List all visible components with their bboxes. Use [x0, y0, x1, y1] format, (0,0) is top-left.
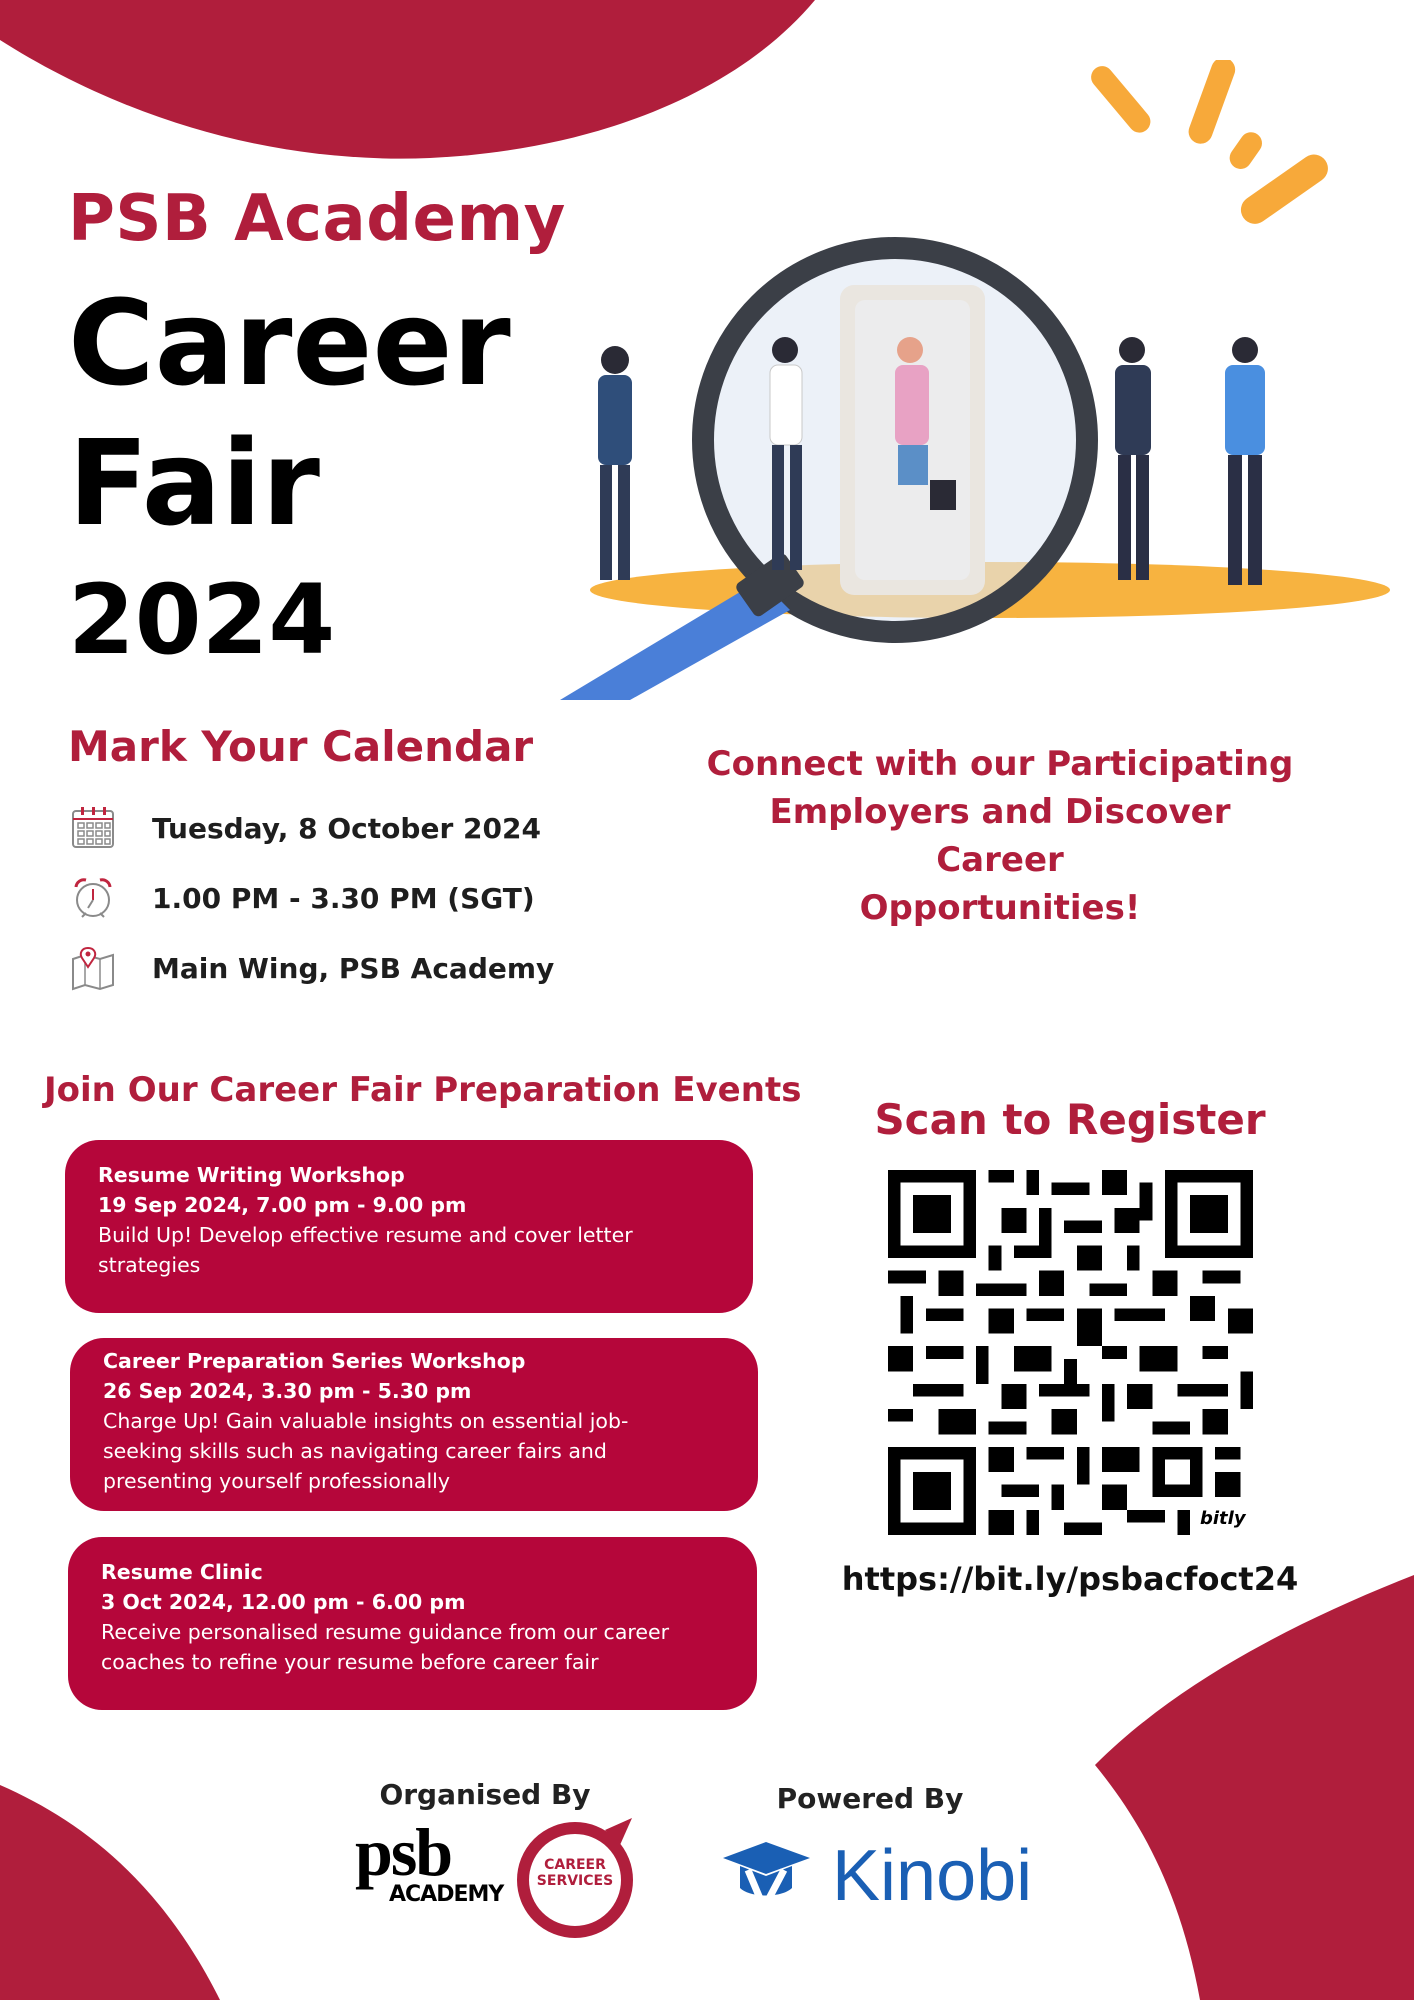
- calendar-heading: Mark Your Calendar: [68, 722, 534, 771]
- organised-by-label: Organised By: [379, 1778, 591, 1811]
- venue-row: [70, 945, 554, 991]
- tagline-line-2: Employers and Discover Career: [769, 792, 1231, 880]
- title-year: 2024: [68, 564, 336, 676]
- career-logo-line1: CAREER: [544, 1857, 606, 1873]
- map-pin-icon: [70, 945, 116, 991]
- event-datetime: 19 Sep 2024, 7.00 pm - 9.00 pm: [98, 1193, 467, 1217]
- powered-by-label: Powered By: [776, 1782, 964, 1815]
- events-heading: Join Our Career Fair Preparation Events: [44, 1070, 802, 1110]
- magnifier-illustration: [500, 60, 1400, 710]
- event-card-resume-writing[interactable]: [65, 1140, 753, 1313]
- event-title: Resume Clinic: [101, 1560, 263, 1584]
- event-desc-line: Build Up! Develop effective resume and cover letter: [98, 1223, 633, 1247]
- event-datetime: 3 Oct 2024, 12.00 pm - 6.00 pm: [101, 1590, 466, 1614]
- career-services-logo: [525, 1857, 625, 1889]
- tagline-line-1: Connect with our Participating: [706, 744, 1294, 784]
- event-card-resume-clinic[interactable]: [68, 1537, 757, 1710]
- event-card-career-preparation[interactable]: [70, 1338, 758, 1511]
- event-title: Career Preparation Series Workshop: [103, 1349, 526, 1373]
- event-venue: Main Wing, PSB Academy: [152, 951, 555, 985]
- calendar-icon: [70, 805, 116, 851]
- title-fair: Fair: [68, 414, 320, 552]
- qr-brand-label: bitly: [1200, 1508, 1246, 1529]
- alarm-clock-icon: [70, 875, 116, 921]
- date-row: [70, 805, 541, 851]
- tagline-line-3: Opportunities!: [859, 888, 1141, 928]
- tagline: [700, 740, 1300, 932]
- event-datetime: 26 Sep 2024, 3.30 pm - 5.30 pm: [103, 1379, 472, 1403]
- kinobi-logo: Kinobi: [832, 1836, 1033, 1916]
- event-desc-line: strategies: [98, 1253, 201, 1277]
- qr-code[interactable]: [888, 1170, 1253, 1535]
- psb-logo-sub: ACADEMY: [389, 1882, 504, 1907]
- event-desc-line: seeking skills such as navigating career fairs and: [103, 1439, 607, 1463]
- psb-logo-main: psb: [355, 1814, 452, 1890]
- register-heading: Scan to Register: [874, 1095, 1266, 1144]
- event-desc-line: coaches to refine your resume before career fair: [101, 1650, 599, 1674]
- event-title: Resume Writing Workshop: [98, 1163, 405, 1187]
- event-desc-line: presenting yourself professionally: [103, 1469, 450, 1493]
- time-row: [70, 875, 535, 921]
- event-time: 1.00 PM - 3.30 PM (SGT): [152, 881, 535, 915]
- event-desc-line: Receive personalised resume guidance from our career: [101, 1620, 670, 1644]
- org-name: PSB Academy: [68, 182, 566, 256]
- register-url[interactable]: https://bit.ly/psbacfoct24: [841, 1560, 1299, 1598]
- career-logo-line2: SERVICES: [536, 1873, 614, 1889]
- kinobi-cap-icon: [718, 1840, 813, 1915]
- event-desc-line: Charge Up! Gain valuable insights on essential job-: [103, 1409, 629, 1433]
- title-career: Career: [68, 274, 511, 412]
- psb-academy-logo: [355, 1814, 505, 1907]
- event-date: Tuesday, 8 October 2024: [152, 811, 541, 845]
